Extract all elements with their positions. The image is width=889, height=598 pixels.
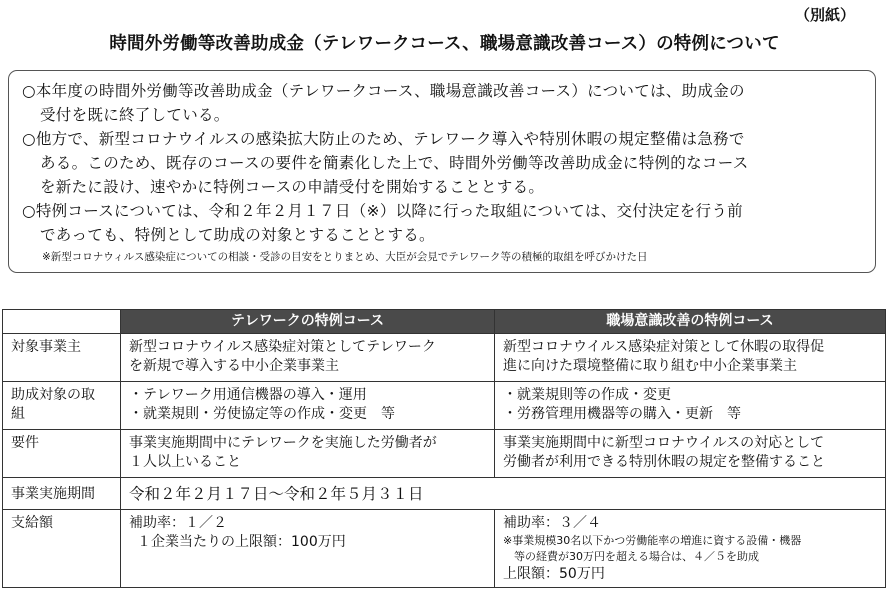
cell-line: 補助率：１／２ <box>129 515 227 531</box>
table-row <box>3 334 886 382</box>
table-row <box>3 478 886 510</box>
cell-line: ・就業規則等の作成・変更 <box>503 387 671 403</box>
telework-cell <box>121 510 495 588</box>
summary-box <box>8 70 876 273</box>
summary-line: ○他方で、新型コロナウイルスの感染拡大防止のため、テレワーク導入や特別休暇の規定整備は急務で <box>22 130 745 148</box>
workplace-cell <box>495 510 886 588</box>
telework-cell <box>121 382 495 430</box>
telework-cell <box>121 334 495 382</box>
summary-note: ※新型コロナウィルス感染症についての相談・受診の目安をとりまとめ、大臣が会見でテレワーク等の積極的取組を呼びかけた日 <box>42 251 648 263</box>
table-row <box>3 382 886 430</box>
cell-line: を新規で導入する中小企業事業主 <box>129 358 339 374</box>
cell-line: 助成対象の取 <box>11 387 95 403</box>
workplace-cell <box>495 382 886 430</box>
summary-line: であっても、特例として助成の対象とすることとする。 <box>40 226 435 244</box>
summary-line: 受付を既に終了している。 <box>40 106 230 124</box>
table-header-row <box>3 310 886 334</box>
row-label: 対象事業主 <box>3 334 121 382</box>
page-title: 時間外労働等改善助成金（テレワークコース、職場意識改善コース）の特例について <box>109 34 780 54</box>
header-blank-cell <box>3 310 121 334</box>
row-label: 支給額 <box>3 510 121 588</box>
telework-cell <box>121 430 495 478</box>
cell-line: 事業実施期間中にテレワークを実施した労働者が <box>129 435 437 451</box>
header-workplace-course: 職場意識改善の特例コース <box>495 310 886 334</box>
cell-line: 上限額：50万円 <box>503 566 605 582</box>
summary-line: ○本年度の時間外労働等改善助成金（テレワークコース、職場意識改善コース）については、助成金の <box>22 82 745 100</box>
period-cell: 令和２年２月１７日～令和２年５月３１日 <box>121 478 886 510</box>
cell-line: ・テレワーク用通信機器の導入・運用 <box>129 387 367 403</box>
summary-line: を新たに設け、速やかに特例コースの申請受付を開始することとする。 <box>40 178 545 196</box>
special-course-table <box>2 309 886 588</box>
row-label: 要件 <box>3 430 121 478</box>
cell-note: 等の経費が30万円を超える場合は、４／５を助成 <box>503 550 759 563</box>
annex-label: （別紙） <box>794 6 855 24</box>
table-row <box>3 510 886 588</box>
cell-line: １企業当たりの上限額：100万円 <box>137 534 346 550</box>
cell-line: 組 <box>11 406 25 422</box>
cell-line: 労働者が利用できる特別休暇の規定を整備すること <box>503 454 825 470</box>
row-label: 事業実施期間 <box>3 478 121 510</box>
row-label <box>3 382 121 430</box>
workplace-cell <box>495 334 886 382</box>
cell-line: ・労務管理用機器等の購入・更新 等 <box>503 406 741 422</box>
cell-line: 進に向けた環境整備に取り組む中小企業事業主 <box>503 358 797 374</box>
cell-line: 新型コロナウイルス感染症対策として休暇の取得促 <box>503 339 825 355</box>
cell-line: 新型コロナウイルス感染症対策としてテレワーク <box>129 339 436 355</box>
cell-line: 補助率：３／４ <box>503 515 601 531</box>
summary-line: ○特例コースについては、令和２年２月１７日（※）以降に行った取組については、交付決定を行う前 <box>22 202 743 220</box>
cell-line: ・就業規則・労使協定等の作成・変更 等 <box>129 406 395 422</box>
header-telework-course: テレワークの特例コース <box>121 310 495 334</box>
cell-line: 事業実施期間中に新型コロナウイルスの対応として <box>503 435 825 451</box>
cell-note: ※事業規模30名以下かつ労働能率の増進に資する設備・機器 <box>503 534 802 547</box>
cell-line: １人以上いること <box>129 454 241 470</box>
table-row <box>3 430 886 478</box>
summary-line: ある。このため、既存のコースの要件を簡素化した上で、時間外労働等改善助成金に特例的なコース <box>40 154 749 172</box>
workplace-cell <box>495 430 886 478</box>
